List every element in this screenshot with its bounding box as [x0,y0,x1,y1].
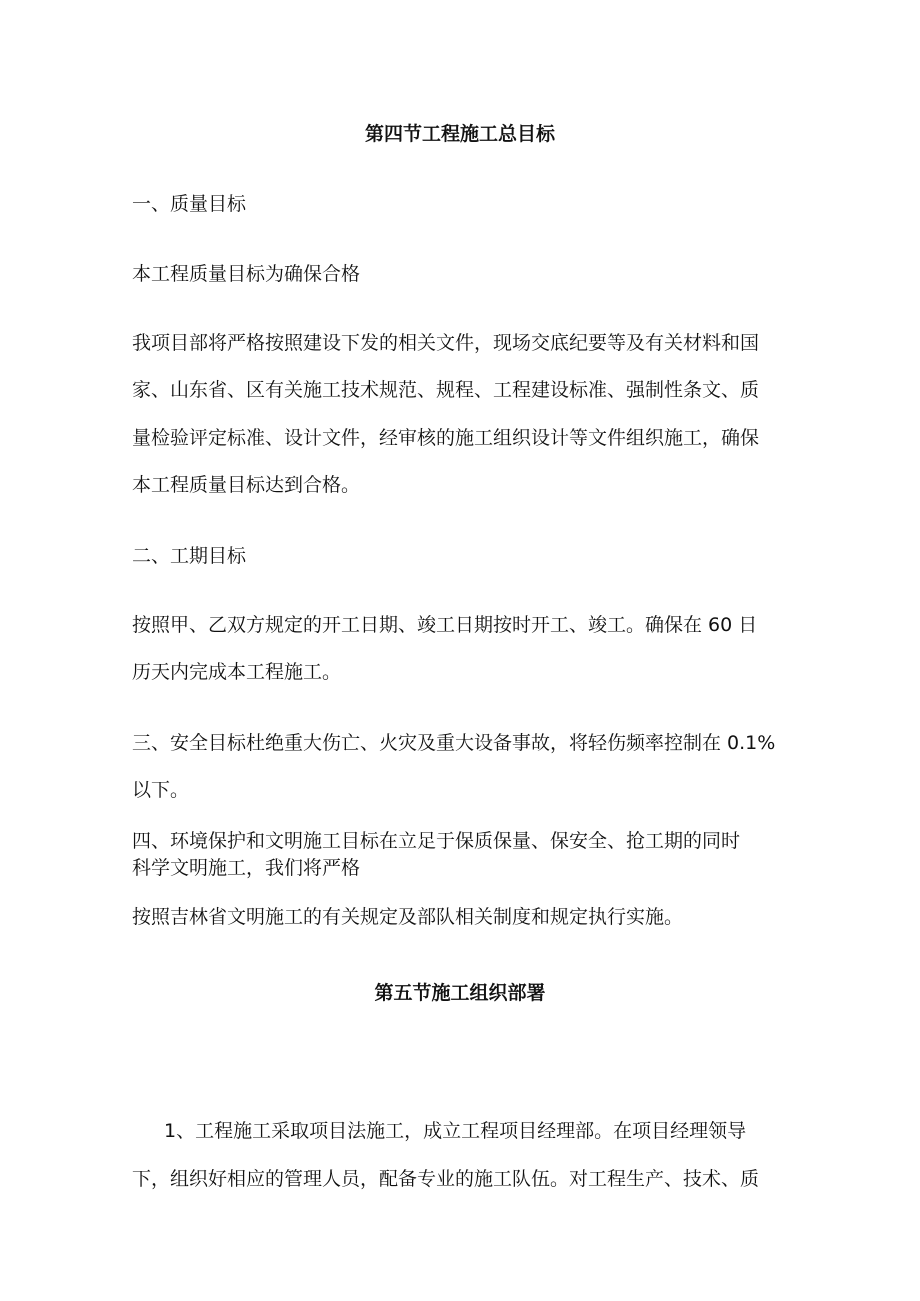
environment-extra: 按照吉林省文明施工的有关规定及部队相关制度和规定执行实施。 [132,906,684,928]
quality-body-line: 我项目部将严格按照建设下发的相关文件，现场交底纪要等及有关材料和国 [132,332,760,354]
schedule-body-line: 历天内完成本工程施工。 [132,661,342,683]
quality-body-line: 本工程质量目标达到合格。 [132,474,361,496]
environment-body-line: 四、环境保护和文明施工目标在立足于保质保量、保安全、抢工期的同时 [132,830,741,852]
section5-item-line: 下，组织好相应的管理人员，配备专业的施工队伍。对工程生产、技术、质 [132,1168,760,1190]
environment-body-line: 科学文明施工，我们将严格 [132,857,361,879]
quality-goal: 本工程质量目标为确保合格 [132,263,361,285]
schedule-body-line: 按照甲、乙双方规定的开工日期、竣工日期按时开工、竣工。确保在 60 日 [132,614,758,636]
quality-body-line: 家、山东省、区有关施工技术规范、规程、工程建设标准、强制性条文、质 [132,379,760,401]
section4-title: 第四节工程施工总目标 [364,123,555,145]
quality-body-line: 量检验评定标准、设计文件，经审核的施工组织设计等文件组织施工，确保 [132,427,760,449]
schedule-heading: 二、工期目标 [132,545,247,567]
safety-body-line: 以下。 [132,779,190,801]
quality-heading: 一、质量目标 [132,193,247,215]
section5-item-line: 1、工程施工采取项目法施工，成立工程项目经理部。在项目经理领导 [164,1120,747,1142]
safety-body-line: 三、安全目标杜绝重大伤亡、火灾及重大设备事故，将轻伤频率控制在 0.1% [132,732,776,754]
section5-title: 第五节施工组织部署 [374,982,546,1004]
